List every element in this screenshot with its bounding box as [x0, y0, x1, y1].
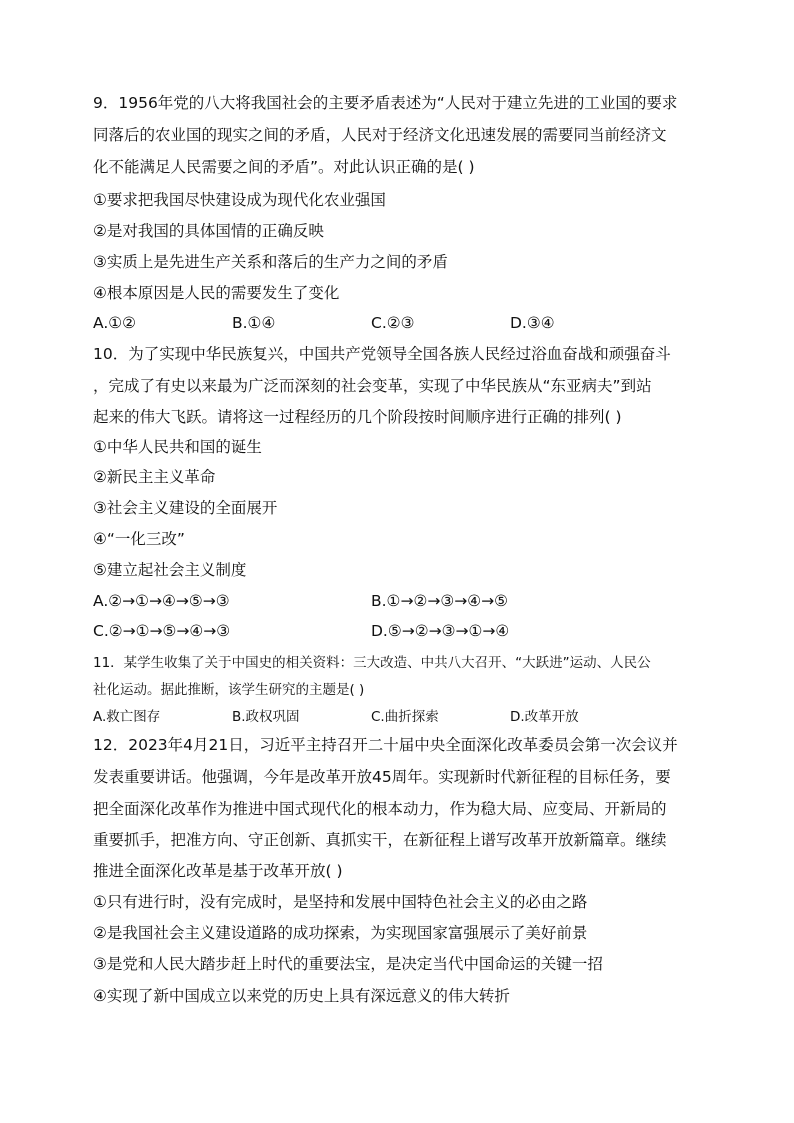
- q12-stem-line-4: 重要抓手，把准方向、守正创新、真抓实干，在新征程上谱写改革开放新篇章。继续: [93, 831, 667, 849]
- q10-option-c[interactable]: C.②→①→⑤→④→③: [93, 622, 231, 640]
- q9-stem-line-3: 化不能满足人民需要之间的矛盾”。对此认识正确的是( ): [93, 158, 475, 176]
- q12-item-2: ②是我国社会主义建设道路的成功探索，为实现国家富强展示了美好前景: [93, 924, 588, 942]
- q9-stem-line-1: 9．1956年党的八大将我国社会的主要矛盾表述为“人民对于建立先进的工业国的要求: [93, 94, 678, 112]
- q11-option-c[interactable]: C.曲折探索: [371, 709, 439, 725]
- q11-stem-line-2: 社化运动。据此推断，该学生研究的主题是( ): [93, 682, 365, 698]
- q12-item-3: ③是党和人民大踏步赶上时代的重要法宝，是决定当代中国命运的关键一招: [93, 955, 603, 973]
- q10-option-b[interactable]: B.①→②→③→④→⑤: [371, 592, 508, 610]
- q11-option-a[interactable]: A.救亡图存: [93, 709, 161, 725]
- q10-option-a[interactable]: A.②→①→④→⑤→③: [93, 592, 230, 610]
- q9-option-d[interactable]: D.③④: [510, 314, 555, 332]
- q10-item-5: ⑤建立起社会主义制度: [93, 561, 247, 579]
- q12-item-4: ④实现了新中国成立以来党的历史上具有深远意义的伟大转折: [93, 987, 510, 1005]
- q9-option-b[interactable]: B.①④: [232, 314, 276, 332]
- q10-item-4: ④“一化三改”: [93, 530, 185, 548]
- q11-stem-line-1: 11．某学生收集了关于中国史的相关资料：三大改造、中共八大召开、“大跃进”运动、人民公: [93, 655, 651, 671]
- q9-item-4: ④根本原因是人民的需要发生了变化: [93, 284, 340, 302]
- q10-stem-line-3: 起来的伟大飞跃。请将这一过程经历的几个阶段按时间顺序进行正确的排列( ): [93, 408, 622, 426]
- q10-stem-line-2: ，完成了有史以来最为广泛而深刻的社会变革，实现了中华民族从“东亚病夫”到站: [93, 377, 652, 395]
- q9-item-3: ③实质上是先进生产关系和落后的生产力之间的矛盾: [93, 253, 448, 271]
- q12-stem-line-1: 12．2023年4月21日，习近平主持召开二十届中央全面深化改革委员会第一次会议并: [93, 736, 678, 754]
- q10-item-1: ①中华人民共和国的诞生: [93, 438, 262, 456]
- q9-item-2: ②是对我国的具体国情的正确反映: [93, 222, 324, 240]
- q12-stem-line-5: 推进全面深化改革是基于改革开放( ): [93, 862, 343, 880]
- q12-stem-line-3: 把全面深化改革作为推进中国式现代化的根本动力，作为稳大局、应变局、开新局的: [93, 800, 667, 818]
- q9-item-1: ①要求把我国尽快建设成为现代化农业强国: [93, 191, 386, 209]
- q9-option-a[interactable]: A.①②: [93, 314, 137, 332]
- q11-option-d[interactable]: D.改革开放: [510, 709, 579, 725]
- q10-item-2: ②新民主主义革命: [93, 468, 216, 486]
- q9-stem-line-2: 同落后的农业国的现实之间的矛盾，人民对于经济文化迅速发展的需要同当前经济文: [93, 126, 667, 144]
- q10-stem-line-1: 10．为了实现中华民族复兴，中国共产党领导全国各族人民经过浴血奋战和顽强奋斗: [93, 345, 671, 363]
- q10-option-d[interactable]: D.⑤→②→③→①→④: [371, 622, 510, 640]
- q10-item-3: ③社会主义建设的全面展开: [93, 499, 278, 517]
- q11-option-b[interactable]: B.政权巩固: [232, 709, 300, 725]
- q9-option-c[interactable]: C.②③: [371, 314, 415, 332]
- q12-item-1: ①只有进行时，没有完成时，是坚持和发展中国特色社会主义的必由之路: [93, 893, 588, 911]
- q12-stem-line-2: 发表重要讲话。他强调，今年是改革开放45周年。实现新时代新征程的目标任务，要: [93, 768, 671, 786]
